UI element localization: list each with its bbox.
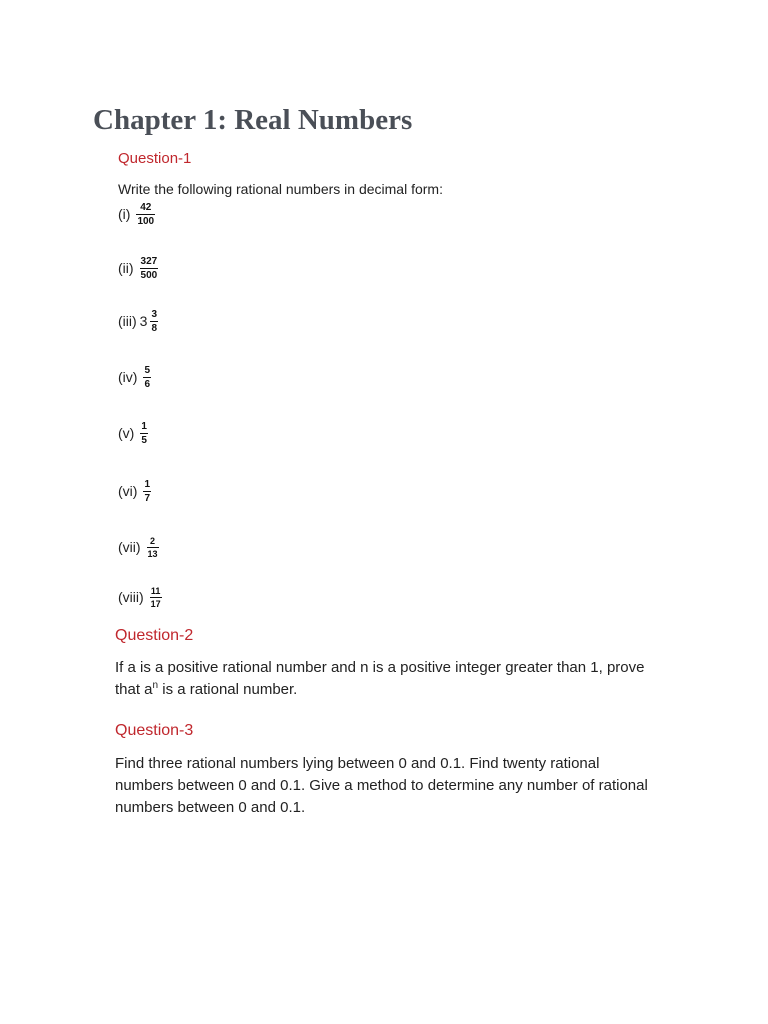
numerator: 5 <box>144 364 150 376</box>
question-1-heading: Question-1 <box>118 150 192 167</box>
item-label: (viii) <box>118 589 144 605</box>
page-title: Chapter 1: Real Numbers <box>93 104 413 136</box>
fraction-bar <box>143 377 151 378</box>
list-item <box>118 476 151 506</box>
list-item <box>118 199 155 229</box>
denominator: 500 <box>140 269 158 281</box>
list-item <box>118 418 148 448</box>
fraction-bar <box>147 547 159 548</box>
list-item <box>118 532 159 562</box>
denominator: 8 <box>151 322 158 334</box>
list-item <box>118 582 162 612</box>
fraction-bar <box>136 214 155 215</box>
list-item <box>118 362 151 392</box>
question-2-text-end: is a rational number. <box>158 681 298 698</box>
fraction-bar <box>143 491 151 492</box>
fraction-bar <box>140 433 148 434</box>
fraction <box>150 309 158 334</box>
numerator: 1 <box>144 478 150 490</box>
question-2-text-start: If a is a positive rational number and n is a positive integer greater than 1, prove that a <box>115 659 645 698</box>
fraction-bar <box>150 321 158 322</box>
denominator: 7 <box>144 492 150 504</box>
question-2-heading: Question-2 <box>115 627 194 644</box>
item-label: (ii) <box>118 260 134 276</box>
denominator: 5 <box>141 434 147 446</box>
denominator: 100 <box>137 215 155 227</box>
fraction <box>150 586 162 609</box>
fraction-bar <box>150 597 162 598</box>
fraction <box>143 365 151 390</box>
fraction-bar <box>140 268 159 269</box>
numerator: 11 <box>150 585 161 596</box>
list-item <box>118 253 158 283</box>
item-label: (i) <box>118 206 131 222</box>
item-label: (iii) <box>118 313 137 329</box>
fraction <box>143 479 151 504</box>
fraction <box>140 421 148 446</box>
item-label: (vi) <box>118 483 138 499</box>
question-2-text <box>115 657 655 701</box>
denominator: 17 <box>150 598 161 609</box>
question-1-intro: Write the following rational numbers in decimal form: <box>118 181 443 197</box>
fraction <box>136 202 155 227</box>
numerator: 42 <box>140 201 152 213</box>
question-3-heading: Question-3 <box>115 722 194 739</box>
fraction <box>147 536 159 559</box>
numerator: 2 <box>150 535 156 546</box>
numerator: 1 <box>141 420 147 432</box>
exponent: n <box>152 680 159 691</box>
item-label: (vii) <box>118 539 141 555</box>
item-label: (v) <box>118 425 135 441</box>
denominator: 6 <box>144 378 150 390</box>
item-label: (iv) <box>118 369 138 385</box>
whole-number: 3 <box>139 313 148 329</box>
denominator: 13 <box>147 548 158 559</box>
fraction <box>140 256 159 281</box>
numerator: 3 <box>151 308 158 320</box>
list-item <box>118 306 158 336</box>
numerator: 327 <box>140 255 158 267</box>
question-3-text: Find three rational numbers lying between 0 and 0.1. Find twenty rational numbers between 0 and 0.1. Give a method to determine any number of rational numbers between 0 and 0.1. <box>115 755 648 816</box>
